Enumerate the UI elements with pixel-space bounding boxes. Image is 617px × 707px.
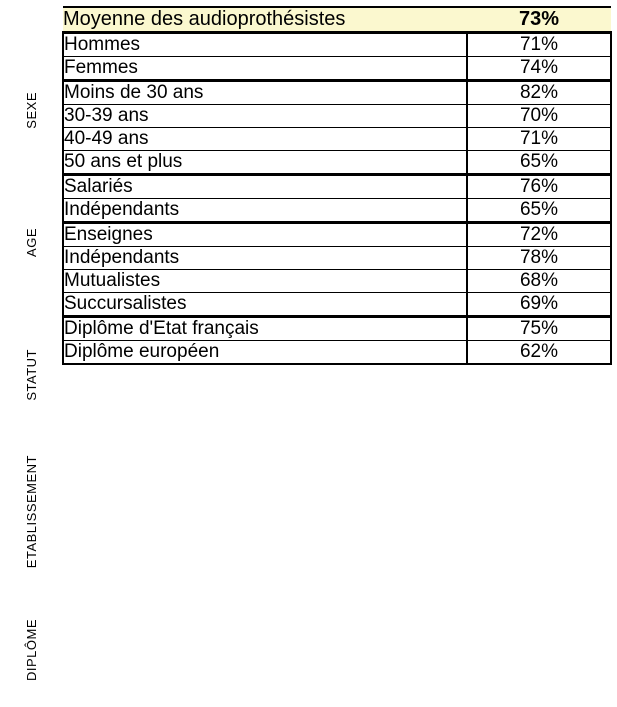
row-value: 65% <box>467 199 611 223</box>
row-label: 50 ans et plus <box>63 151 467 175</box>
side-label-diplome <box>0 598 62 703</box>
table-row <box>63 199 611 223</box>
row-label: Moins de 30 ans <box>63 81 467 105</box>
header-value: 73% <box>467 7 611 33</box>
side-label-text: STATUT <box>23 349 39 401</box>
side-label-age <box>0 155 62 330</box>
table-row <box>63 175 611 199</box>
row-label: Femmes <box>63 57 467 81</box>
row-value: 72% <box>467 223 611 247</box>
side-label-sexe <box>0 60 62 160</box>
table-row <box>63 33 611 57</box>
table-row <box>63 105 611 128</box>
row-label: 40-49 ans <box>63 128 467 151</box>
row-label: Diplôme européen <box>63 341 467 365</box>
row-label: 30-39 ans <box>63 105 467 128</box>
table-row <box>63 128 611 151</box>
side-label-text: SEXE <box>23 91 39 129</box>
row-value: 76% <box>467 175 611 199</box>
row-value: 62% <box>467 341 611 365</box>
table-row <box>63 317 611 341</box>
row-value: 74% <box>467 57 611 81</box>
row-label: Succursalistes <box>63 293 467 317</box>
row-value: 75% <box>467 317 611 341</box>
table-header-row <box>63 7 611 33</box>
row-value: 82% <box>467 81 611 105</box>
table-row <box>63 81 611 105</box>
row-label: Hommes <box>63 33 467 57</box>
table-row <box>63 57 611 81</box>
row-label: Enseignes <box>63 223 467 247</box>
row-label: Mutualistes <box>63 270 467 293</box>
row-value: 69% <box>467 293 611 317</box>
statistics-table <box>62 6 612 365</box>
table-row <box>63 223 611 247</box>
row-value: 78% <box>467 247 611 270</box>
row-value: 70% <box>467 105 611 128</box>
side-label-text: ETABLISSEMENT <box>23 455 39 569</box>
table-row <box>63 293 611 317</box>
side-label-etablissement <box>0 422 62 602</box>
row-label: Indépendants <box>63 199 467 223</box>
side-label-statut <box>0 325 62 425</box>
table-row <box>63 247 611 270</box>
header-label: Moyenne des audioprothésistes <box>63 7 467 33</box>
row-value: 65% <box>467 151 611 175</box>
row-value: 68% <box>467 270 611 293</box>
side-label-text: AGE <box>23 228 39 257</box>
side-label-text: DIPLÔME <box>23 619 39 682</box>
table-row <box>63 341 611 365</box>
table-row <box>63 270 611 293</box>
table-row <box>63 151 611 175</box>
row-label: Indépendants <box>63 247 467 270</box>
row-label: Salariés <box>63 175 467 199</box>
row-value: 71% <box>467 33 611 57</box>
row-label: Diplôme d'Etat français <box>63 317 467 341</box>
row-value: 71% <box>467 128 611 151</box>
